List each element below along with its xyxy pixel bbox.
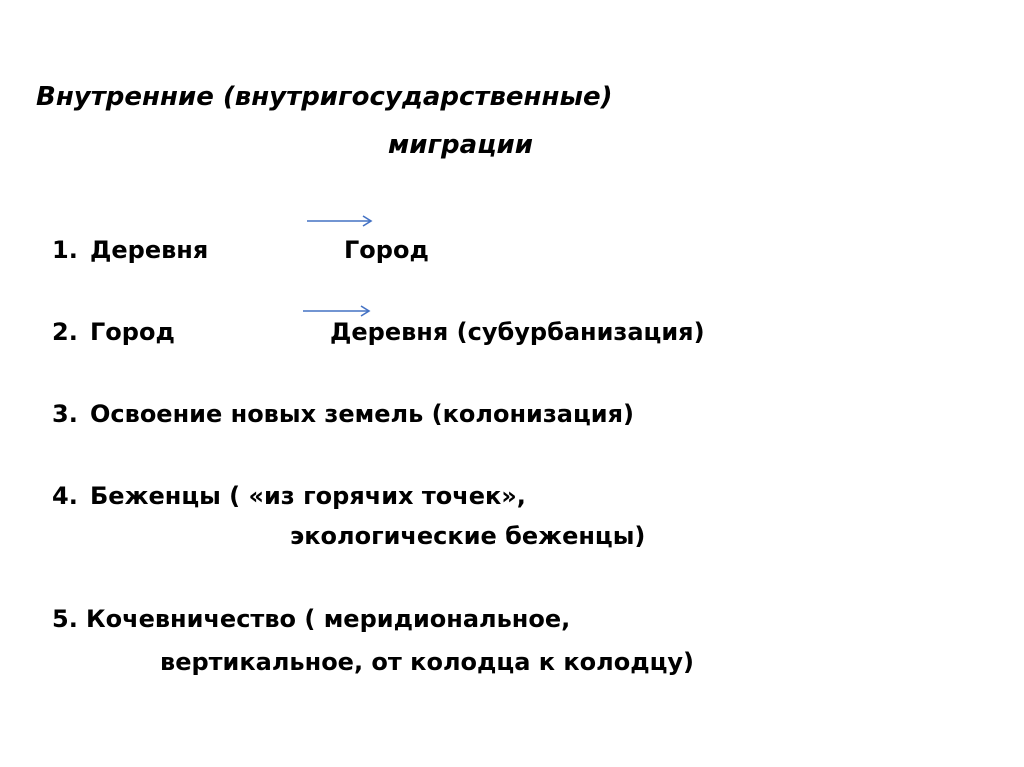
item-1-number: 1. [52,236,78,264]
item-3-number: 3. [52,400,78,428]
item-2-from: Город [90,318,175,346]
item-5-line-2: вертикальное, от колодца к колодцу) [160,648,695,676]
item-2-to: Деревня (субурбанизация) [330,318,705,346]
item-3-text: Освоение новых земель (колонизация) [90,400,634,428]
title-line-1: Внутренние (внутригосударственные) [36,82,613,112]
arrow-right-icon [302,304,374,318]
item-4-number: 4. [52,482,78,510]
item-1-to: Город [344,236,429,264]
item-1-from: Деревня [90,236,209,264]
arrow-right-icon [306,214,376,228]
item-2-number: 2. [52,318,78,346]
item-4-line-1: Беженцы ( «из горячих точек», [90,482,526,510]
title-line-2: миграции [388,130,533,160]
item-4-line-2: экологические беженцы) [290,522,646,550]
item-5-number: 5. [52,605,78,633]
item-5-line-1: Кочевничество ( меридиональное, [86,605,571,633]
